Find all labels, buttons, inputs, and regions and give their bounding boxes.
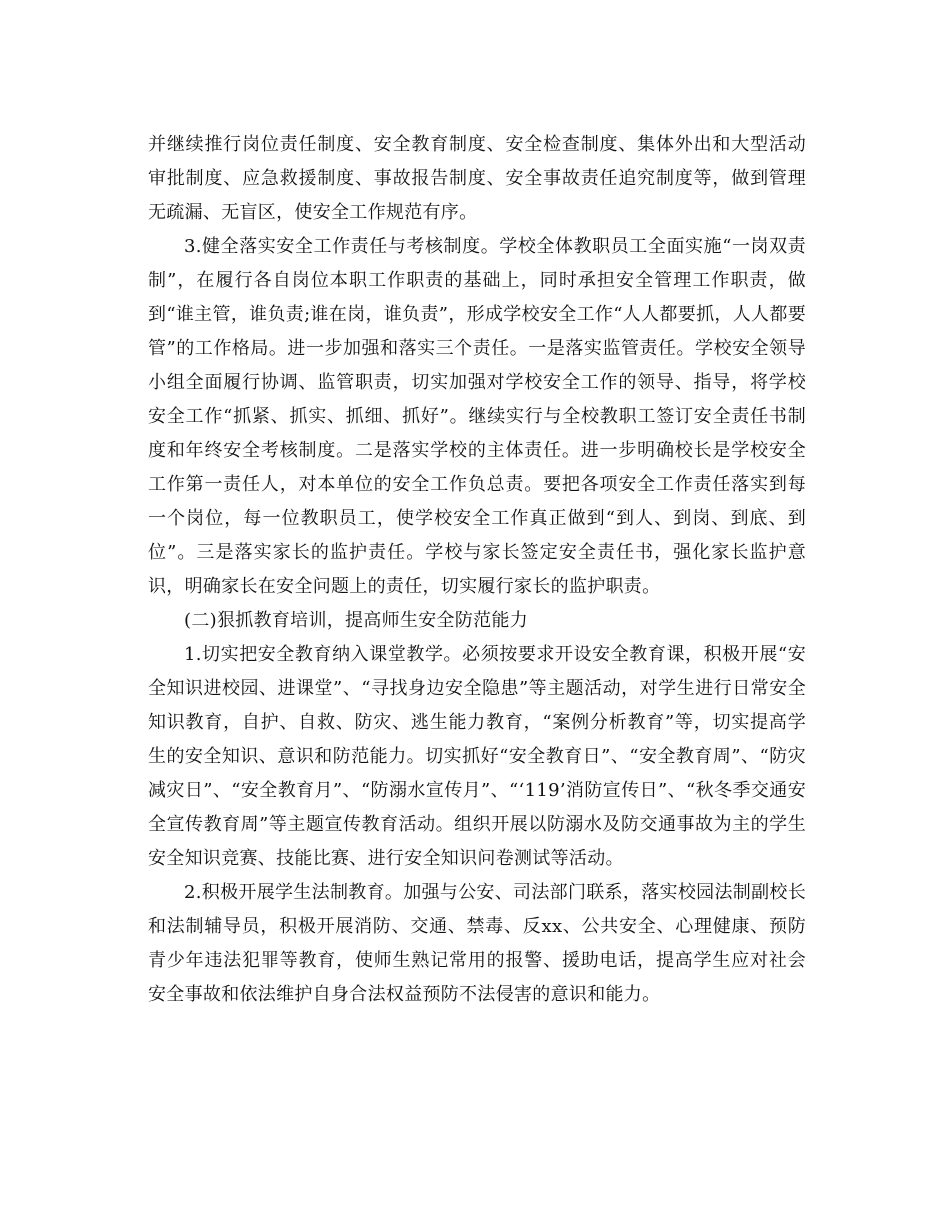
- section-heading-education-training: (二)狠抓教育培训，提高师生安全防范能力: [184, 610, 529, 631]
- paragraph-classroom-safety-education: 1.切实把安全教育纳入课堂教学。必须按要求开设安全教育课，积极开展“安全知识进校园、进课堂”、“寻找身边安全隐患”等主题活动，对学生进行日常安全知识教育，自护、自救、防灾、逃生能力教育，“案例分析教育”等，切实提高学生的安全知识、意识和防范能力。切实抓好“安全教育日”、“安全教育周”、“防灾减灾日”、“安全教育月”、“防溺水宣传月”、“‘119’消防宣传日”、“秋冬季交通安全宣传教育周”等主题宣传教育活动。组织开展以防溺水及防交通事故为主的学生安全知识竞赛、技能比赛、进行安全知识问卷测试等活动。: [148, 644, 806, 869]
- paragraph-continuation: 并继续推行岗位责任制度、安全教育制度、安全检查制度、集体外出和大型活动审批制度、应急救援制度、事故报告制度、安全事故责任追究制度等，做到管理无疏漏、无盲区，使安全工作规范有序。: [148, 134, 806, 223]
- paragraph-legal-education: 2.积极开展学生法制教育。加强与公安、司法部门联系，落实校园法制副校长和法制辅导员，积极开展消防、交通、禁毒、反xx、公共安全、心理健康、预防青少年违法犯罪等教育，使师生熟记常用的报警、援助电话，提高学生应对社会安全事故和依法维护自身合法权益预防不法侵害的意识和能力。: [148, 882, 806, 1005]
- document-body: [148, 128, 806, 1012]
- paragraph-responsibility-system: 3.健全落实安全工作责任与考核制度。学校全体教职员工全面实施“一岗双责制”，在履行各自岗位本职工作职责的基础上，同时承担安全管理工作职责，做到“谁主管，谁负责;谁在岗，谁负责”，形成学校安全工作“人人都要抓，人人都要管”的工作格局。进一步加强和落实三个责任。一是落实监管责任。学校安全领导小组全面履行协调、监管职责，切实加强对学校安全工作的领导、指导，将学校安全工作“抓紧、抓实、抓细、抓好”。继续实行与全校教职工签订安全责任书制度和年终安全考核制度。二是落实学校的主体责任。进一步明确校长是学校安全工作第一责任人，对本单位的安全工作负总责。要把各项安全工作责任落实到每一个岗位，每一位教职员工，使学校安全工作真正做到“到人、到岗、到底、到位”。三是落实家长的监护责任。学校与家长签定安全责任书，强化家长监护意识，明确家长在安全问题上的责任，切实履行家长的监护职责。: [148, 236, 806, 597]
